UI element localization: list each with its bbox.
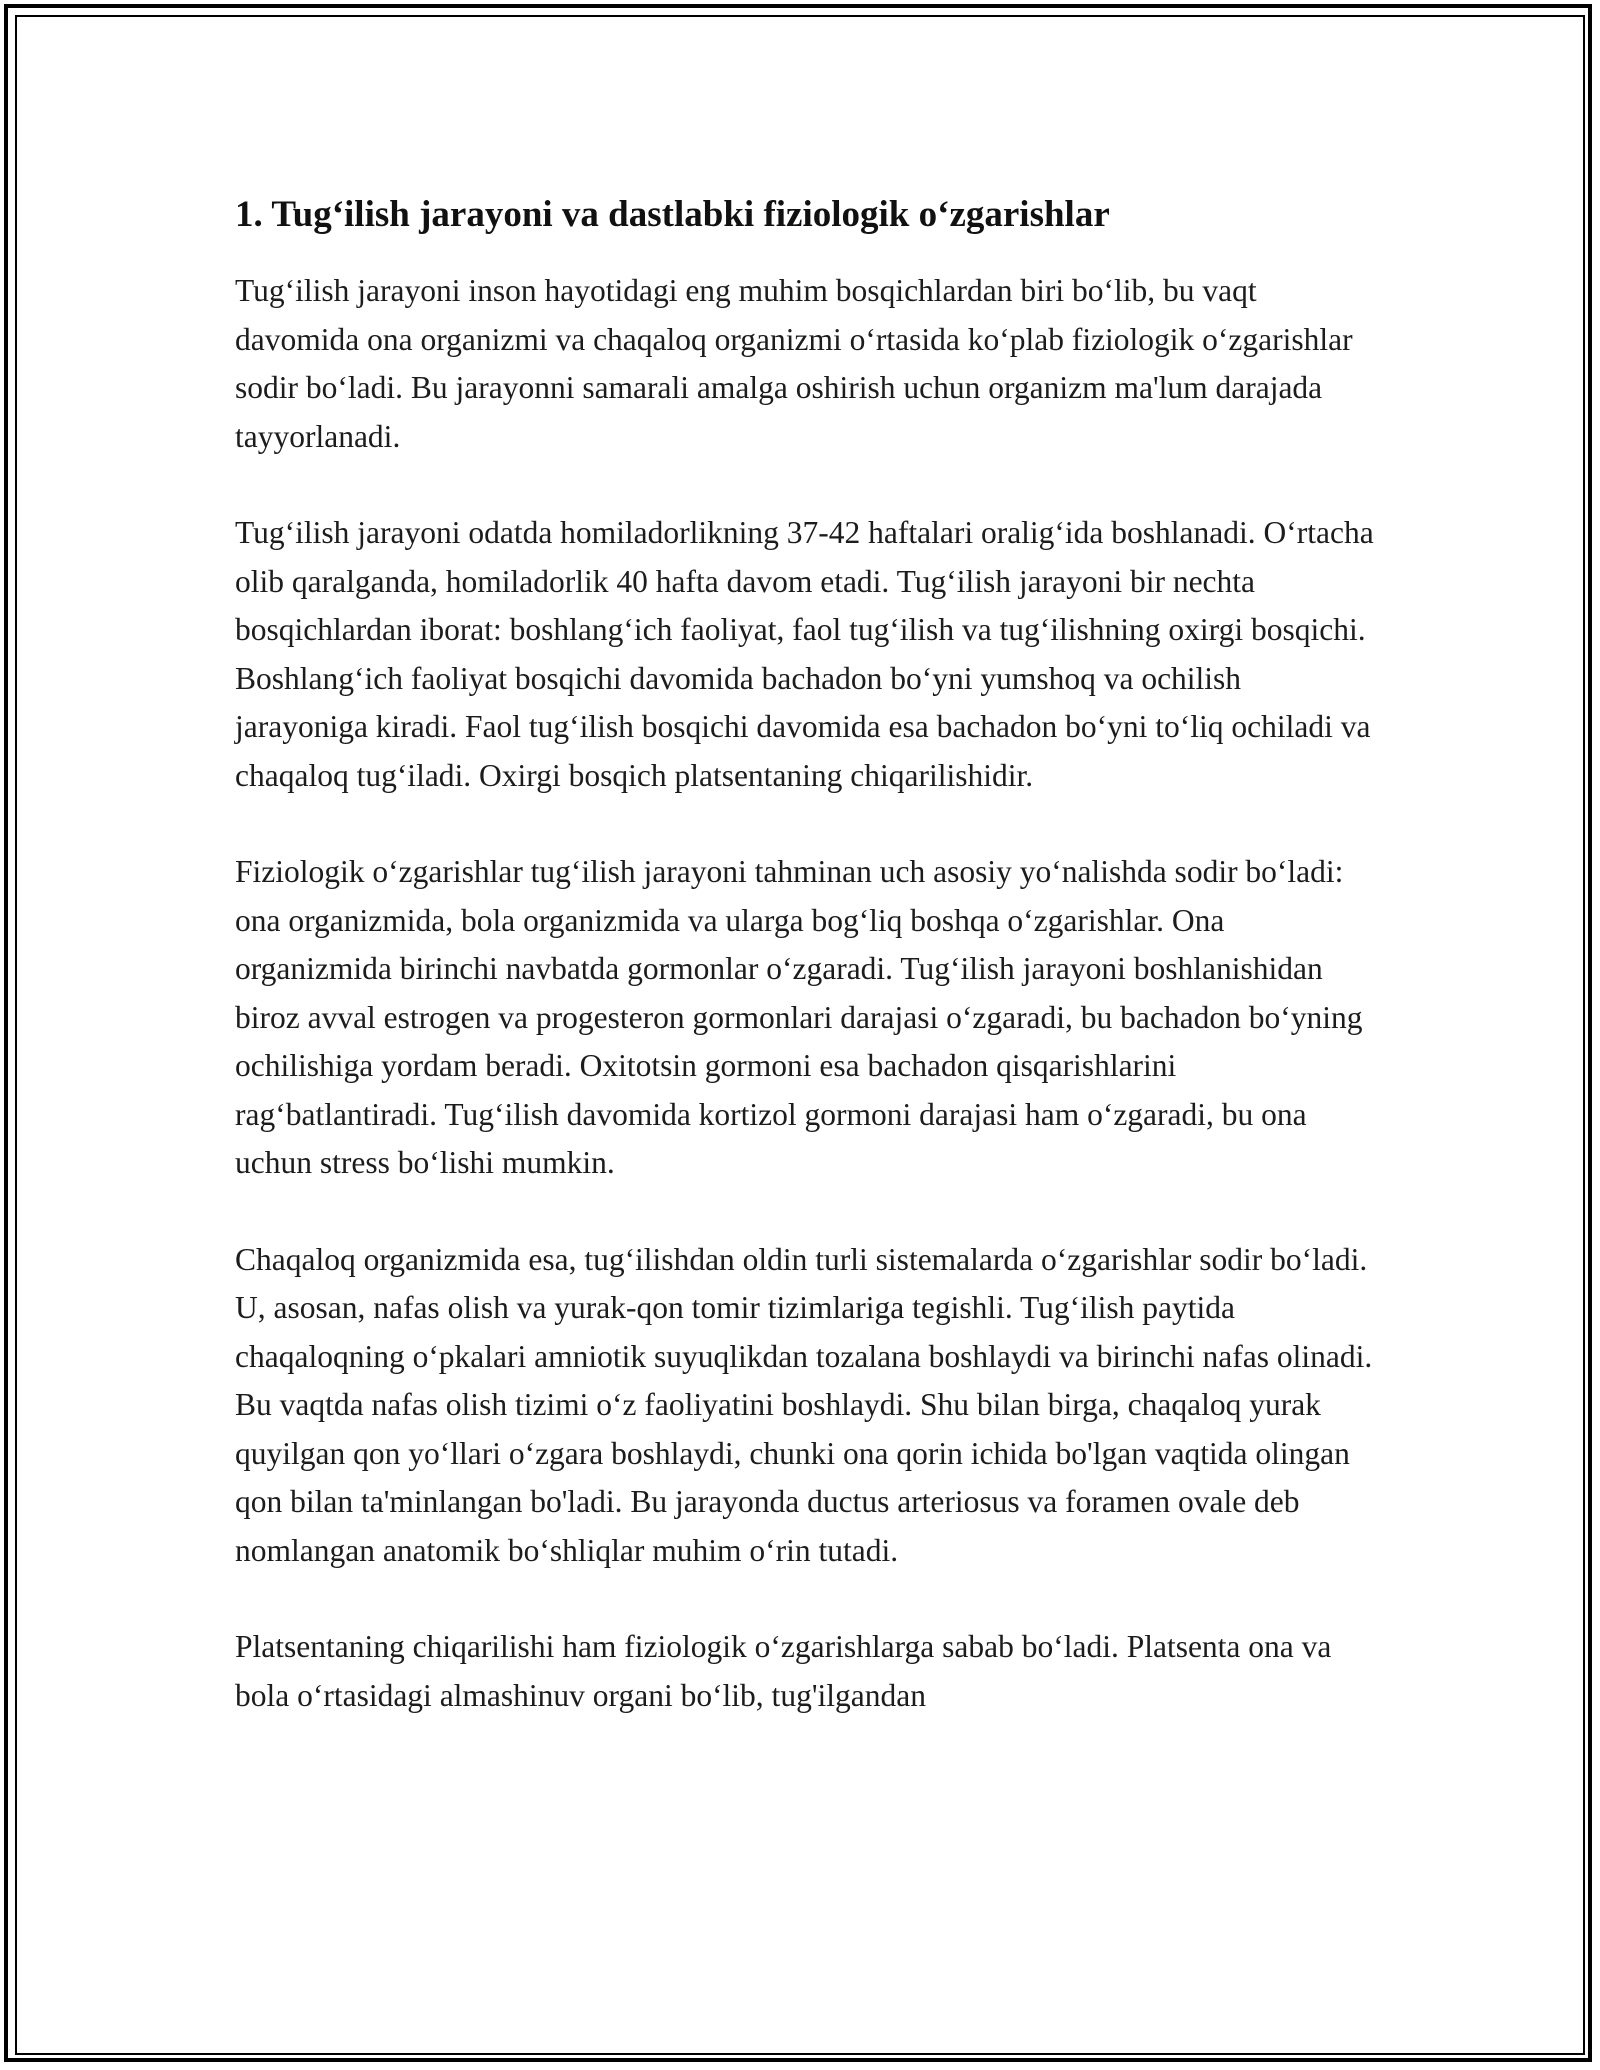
document-body (235, 185, 1375, 1768)
paragraph-stages: Tug‘ilish jarayoni odatda homiladorlikning 37-42 haftalari oralig‘ida boshlanadi. O‘rtacha olib qaralganda, homiladorlik 40 hafta davom etadi. Tug‘ilish jarayoni bir nechta bosqichlardan iborat: boshlang‘ich faoliyat, faol tug‘ilish va tug‘ilishning oxirgi bosqichi. Boshlang‘ich faoliyat bosqichi davomida bachadon bo‘yni yumshoq va ochilish jarayoniga kiradi. Faol tug‘ilish bosqichi davomida esa bachadon bo‘yni to‘liq ochiladi va chaqaloq tug‘iladi. Oxirgi bosqich platsentaning chiqarilishidir. (235, 515, 1374, 793)
paragraph-placenta: Platsentaning chiqarilishi ham fiziologik o‘zgarishlarga sabab bo‘ladi. Platsenta ona va bola o‘rtasidagi almashinuv organi bo‘lib, tug'ilgandan (235, 1629, 1332, 1713)
paragraph-physiological-changes: Fiziologik o‘zgarishlar tug‘ilish jarayoni tahminan uch asosiy yo‘nalishda sodir bo‘ladi: ona organizmida, bola organizmida va ularga bog‘liq boshqa o‘zgarishlar. Ona organizmida birinchi navbatda gormonlar o‘zgaradi. Tug‘ilish jarayoni boshlanishidan biroz avval estrogen va progesteron gormonlari darajasi o‘zgaradi, bu bachadon bo‘yning ochilishiga yordam beradi. Oxitotsin gormoni esa bachadon qisqarishlarini rag‘batlantiradi. Tug‘ilish davomida kortizol gormoni darajasi ham o‘zgaradi, bu ona uchun stress bo‘lishi mumkin. (235, 854, 1363, 1180)
paragraph-newborn-changes: Chaqaloq organizmida esa, tug‘ilishdan oldin turli sistemalarda o‘zgarishlar sodir bo‘ladi. U, asosan, nafas olish va yurak-qon tomir tizimlariga tegishli. Tug‘ilish paytida chaqaloqning o‘pkalari amniotik suyuqlikdan tozalana boshlaydi va birinchi nafas olinadi. Bu vaqtda nafas olish tizimi o‘z faoliyatini boshlaydi. Shu bilan birga, chaqaloq yurak quyilgan qon yo‘llari o‘zgara boshlaydi, chunki ona qorin ichida bo'lgan vaqtida olingan qon bilan ta'minlangan bo'ladi. Bu jarayonda ductus arteriosus va foramen ovale deb nomlangan anatomik bo‘shliqlar muhim o‘rin tutadi. (235, 1241, 1373, 1568)
section-heading: 1. Tug‘ilish jarayoni va dastlabki fiziologik o‘zgarishlar (235, 194, 1110, 235)
paragraph-intro: Tug‘ilish jarayoni inson hayotidagi eng muhim bosqichlardan biri bo‘lib, bu vaqt davomida ona organizmi va chaqaloq organizmi o‘rtasida ko‘plab fiziologik o‘zgarishlar sodir bo‘ladi. Bu jarayonni samarali amalga oshirish uchun organizm ma'lum darajada tayyorlanadi. (235, 273, 1353, 454)
